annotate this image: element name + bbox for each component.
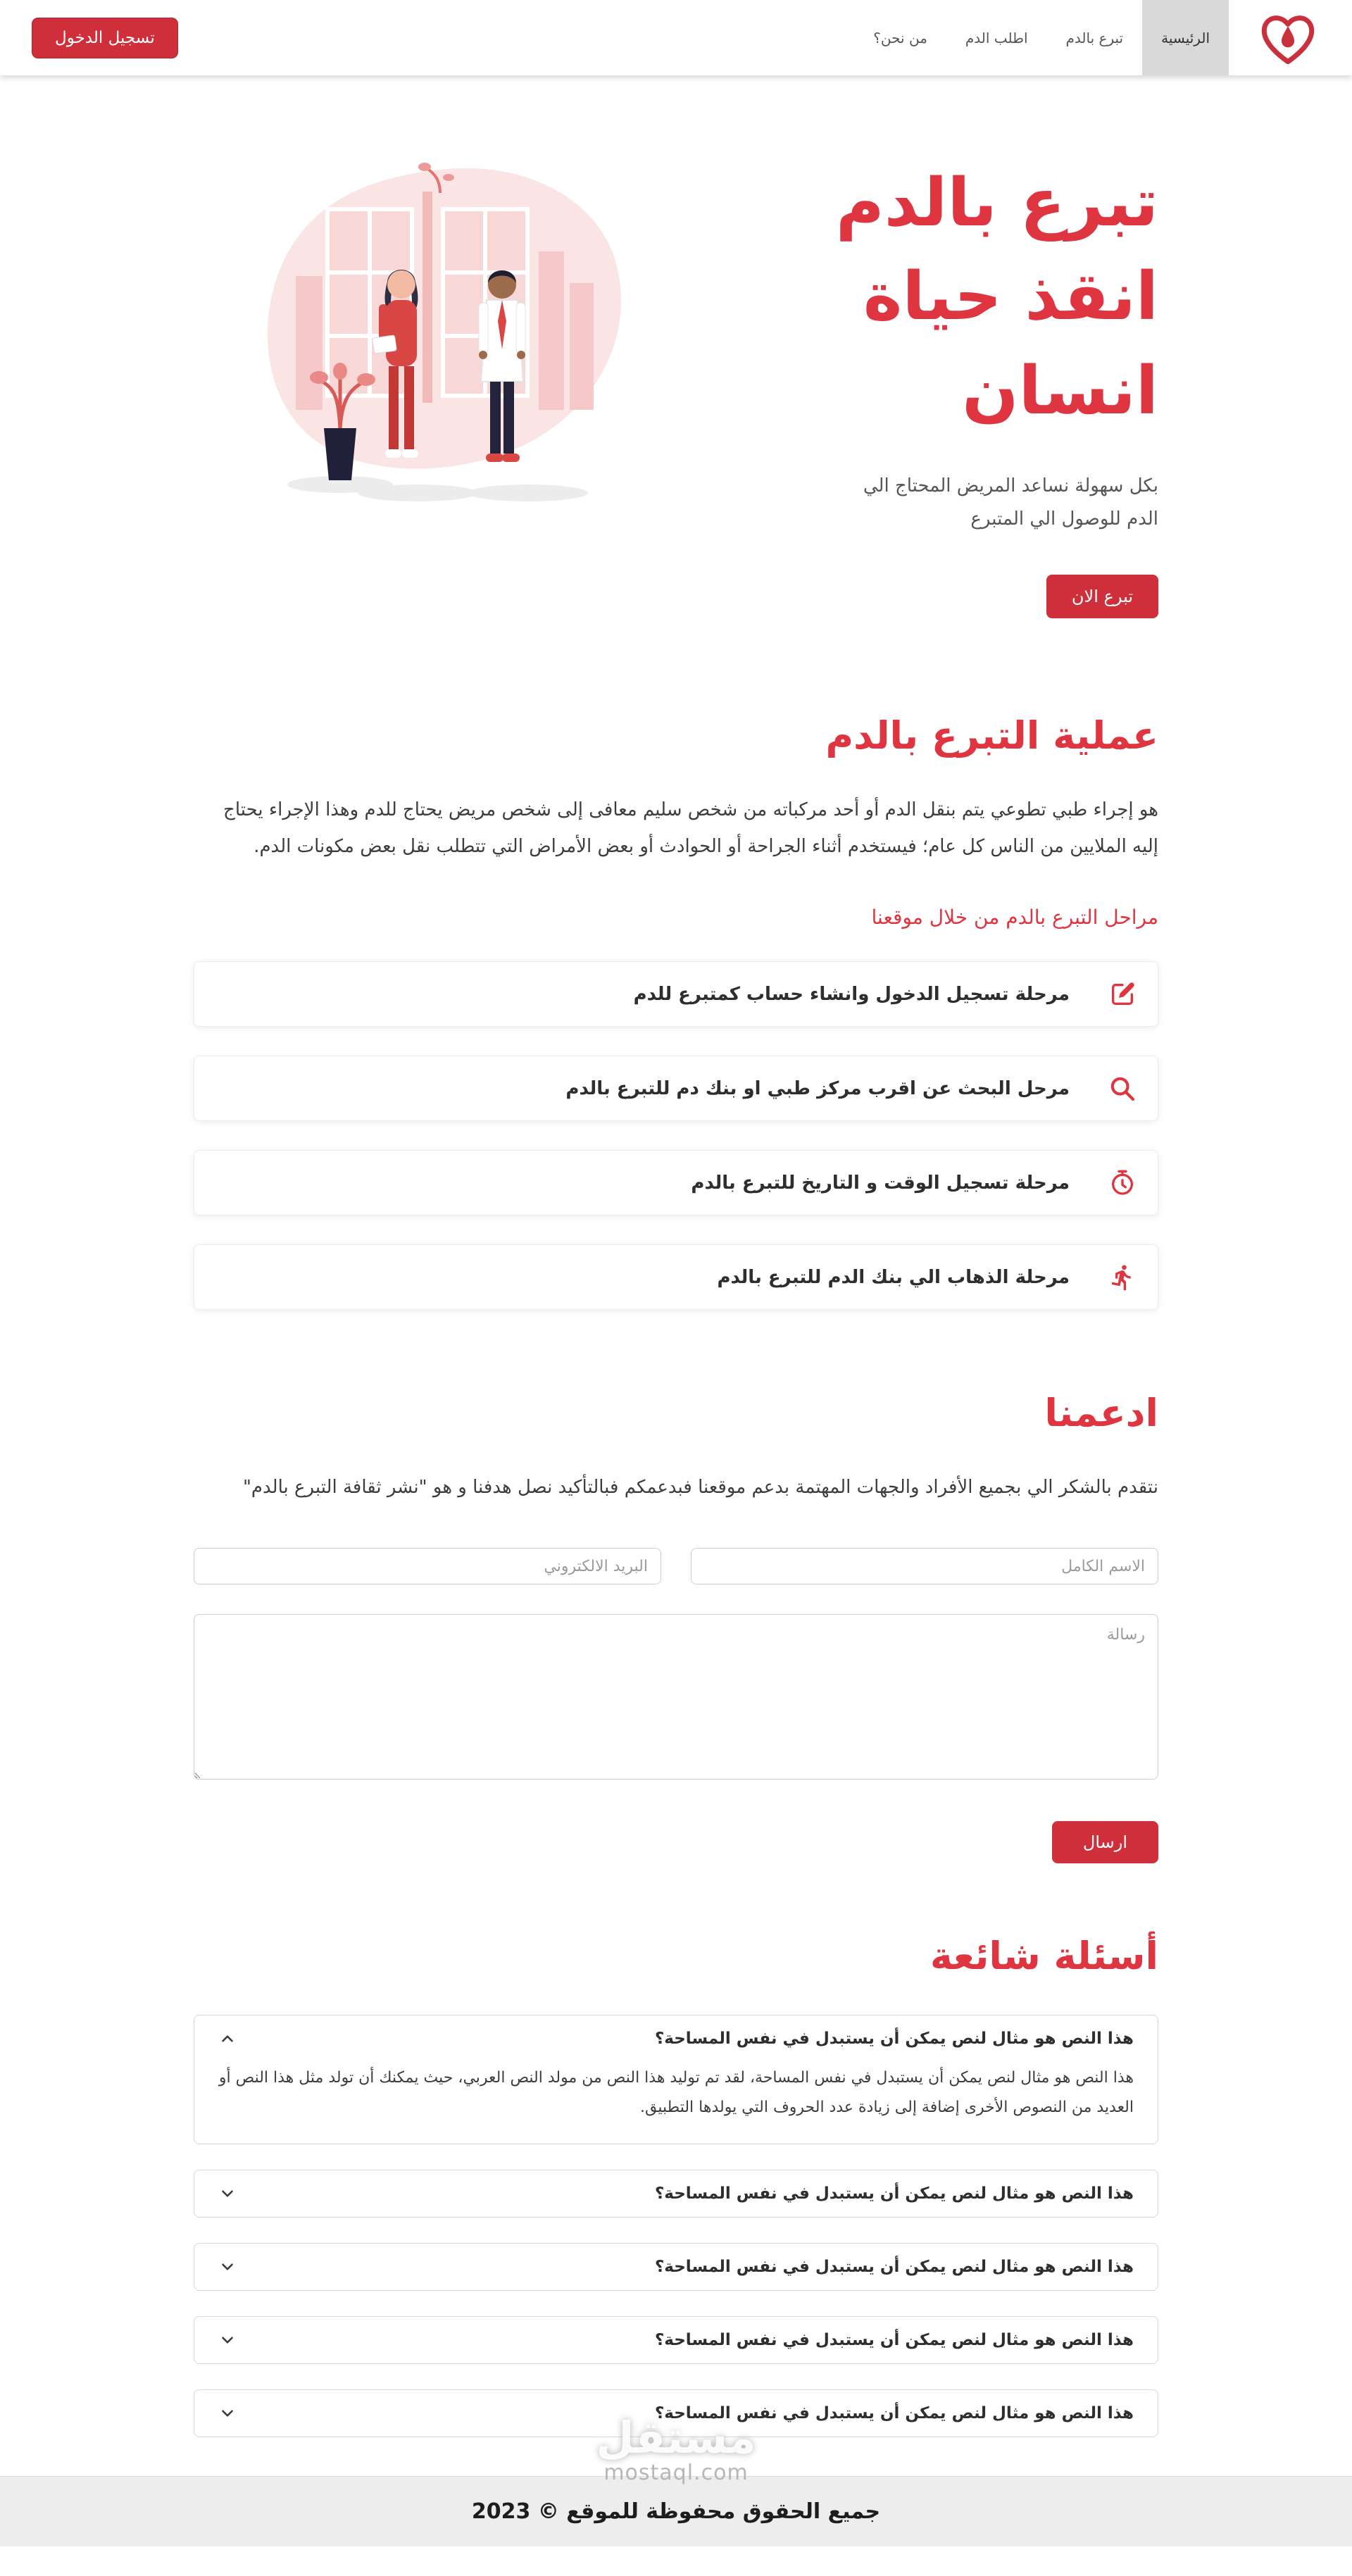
faq-question: هذا النص هو مثال لنص يمكن أن يستبدل في نفس المساحة؟ (654, 2257, 1134, 2276)
faq-item-expanded (194, 2015, 1158, 2144)
faq-item (194, 2316, 1158, 2364)
support-form (194, 1548, 1158, 1863)
chevron-up-icon (218, 2030, 237, 2048)
hero-title: تبرع بالدم انقذ حياة انسان (835, 165, 1158, 430)
hero-subtitle: بكل سهولة نساعد المريض المحتاج الي الدم للوصول الي المتبرع (863, 475, 1158, 530)
stage-card-search (194, 1056, 1158, 1121)
process-description: هو إجراء طبي تطوعي يتم بنقل الدم أو أحد مركباته من شخص سليم معافى إلى شخص مريض يحتاج للدم وهذا الإجراء يحتاج إليه الملايين من الناس كل عام؛ فيستخدم أثناء الجراحة أو الحوادث أو بعض الأمراض التي تتطلب نقل بعض مكونات الدم. (223, 799, 1158, 857)
watermark-brand-text: مستقل (596, 2412, 756, 2463)
faq-question: هذا النص هو مثال لنص يمكن أن يستبدل في نفس المساحة؟ (654, 2403, 1134, 2422)
header (0, 0, 1352, 75)
faq-question-toggle[interactable] (194, 2317, 1158, 2363)
faq-question: هذا النص هو مثال لنص يمكن أن يستبدل في نفس المساحة؟ (654, 2184, 1134, 2203)
header-inner (0, 0, 1352, 75)
chevron-down-icon (218, 2404, 237, 2422)
hero-illustration (229, 156, 665, 508)
stage-label: مرحل البحث عن اقرب مركز طبي او بنك دم للتبرع بالدم (565, 1077, 1070, 1099)
main-nav (854, 0, 1229, 75)
chevron-down-icon (218, 2258, 237, 2276)
copyright-text: جميع الحقوق محفوظة للموقع © 2023 (471, 2499, 881, 2524)
edit-icon (1108, 980, 1137, 1008)
nav-item-home[interactable]: الرئيسية (1142, 0, 1229, 75)
support-title: ادعمنا (1044, 1391, 1158, 1435)
stages-title: مراحل التبرع بالدم من خلال موقعنا (871, 906, 1158, 929)
runner-icon (1108, 1263, 1137, 1292)
login-button[interactable]: تسجيل الدخول (32, 18, 178, 58)
stage-card-go (194, 1244, 1158, 1310)
main-content (194, 75, 1158, 2437)
support-description: نتقدم بالشكر الي بجميع الأفراد والجهات المهتمة بدعم موقعنا فبدعمكم فبالتأكيد نصل هدفنا و هو "نشر ثقافة التبرع بالدم" (242, 1477, 1158, 1498)
faq-question-toggle[interactable] (194, 2390, 1158, 2437)
process-section (194, 713, 1158, 1310)
faq-title: أسئلة شائعة (930, 1934, 1158, 1978)
faq-question-toggle[interactable] (194, 2015, 1158, 2062)
stage-card-register (194, 961, 1158, 1027)
process-title: عملية التبرع بالدم (825, 713, 1158, 758)
hero-text-block (743, 156, 1158, 618)
full-name-input[interactable] (691, 1548, 1158, 1584)
logo-link[interactable] (1256, 0, 1320, 75)
donate-now-button[interactable]: تبرع الان (1046, 575, 1158, 618)
faq-item (194, 2243, 1158, 2291)
submit-row (194, 1821, 1158, 1863)
nav-item-request-blood[interactable]: اطلب الدم (965, 29, 1028, 46)
message-textarea[interactable] (194, 1614, 1158, 1780)
clock-icon (1108, 1169, 1137, 1197)
faq-question-toggle[interactable] (194, 2244, 1158, 2290)
stage-label: مرحلة الذهاب الي بنك الدم للتبرع بالدم (717, 1266, 1070, 1288)
send-button[interactable]: ارسال (1052, 1821, 1158, 1863)
chevron-down-icon (218, 2331, 237, 2349)
faq-item (194, 2170, 1158, 2218)
stage-label: مرحلة تسجيل الوقت و التاريخ للتبرع بالدم (691, 1172, 1070, 1194)
heart-blood-drop-icon (1256, 8, 1320, 68)
faq-question: هذا النص هو مثال لنص يمكن أن يستبدل في نفس المساحة؟ (654, 2330, 1134, 2349)
medical-staff-illustration (229, 156, 665, 508)
stage-label: مرحلة تسجيل الدخول وانشاء حساب كمتبرع للدم (633, 983, 1070, 1005)
faq-question-toggle[interactable] (194, 2170, 1158, 2217)
form-row (194, 1548, 1158, 1584)
stage-card-schedule (194, 1150, 1158, 1215)
faq-question: هذا النص هو مثال لنص يمكن أن يستبدل في نفس المساحة؟ (654, 2030, 1134, 2048)
watermark-domain-text: mostaql.com (603, 2461, 749, 2485)
email-input[interactable] (194, 1548, 661, 1584)
nav-item-donate-blood[interactable]: تبرع بالدم (1065, 29, 1124, 46)
footer (0, 2476, 1352, 2546)
faq-item (194, 2389, 1158, 2437)
faq-answer: هذا النص هو مثال لنص يمكن أن يستبدل في نفس المساحة، لقد تم توليد هذا النص من مولد النص العربي، حيث يمكنك أن تولد مثل هذا النص أو العديد من النصوص الأخرى إضافة إلى زيادة عدد الحروف التي يولدها التطبيق. (218, 2069, 1134, 2116)
support-section (194, 1391, 1158, 1863)
search-icon (1108, 1075, 1137, 1103)
chevron-down-icon (218, 2184, 237, 2203)
hero-section (194, 75, 1158, 685)
nav-item-about-us[interactable]: من نحن؟ (873, 29, 927, 46)
faq-section (194, 1934, 1158, 2437)
